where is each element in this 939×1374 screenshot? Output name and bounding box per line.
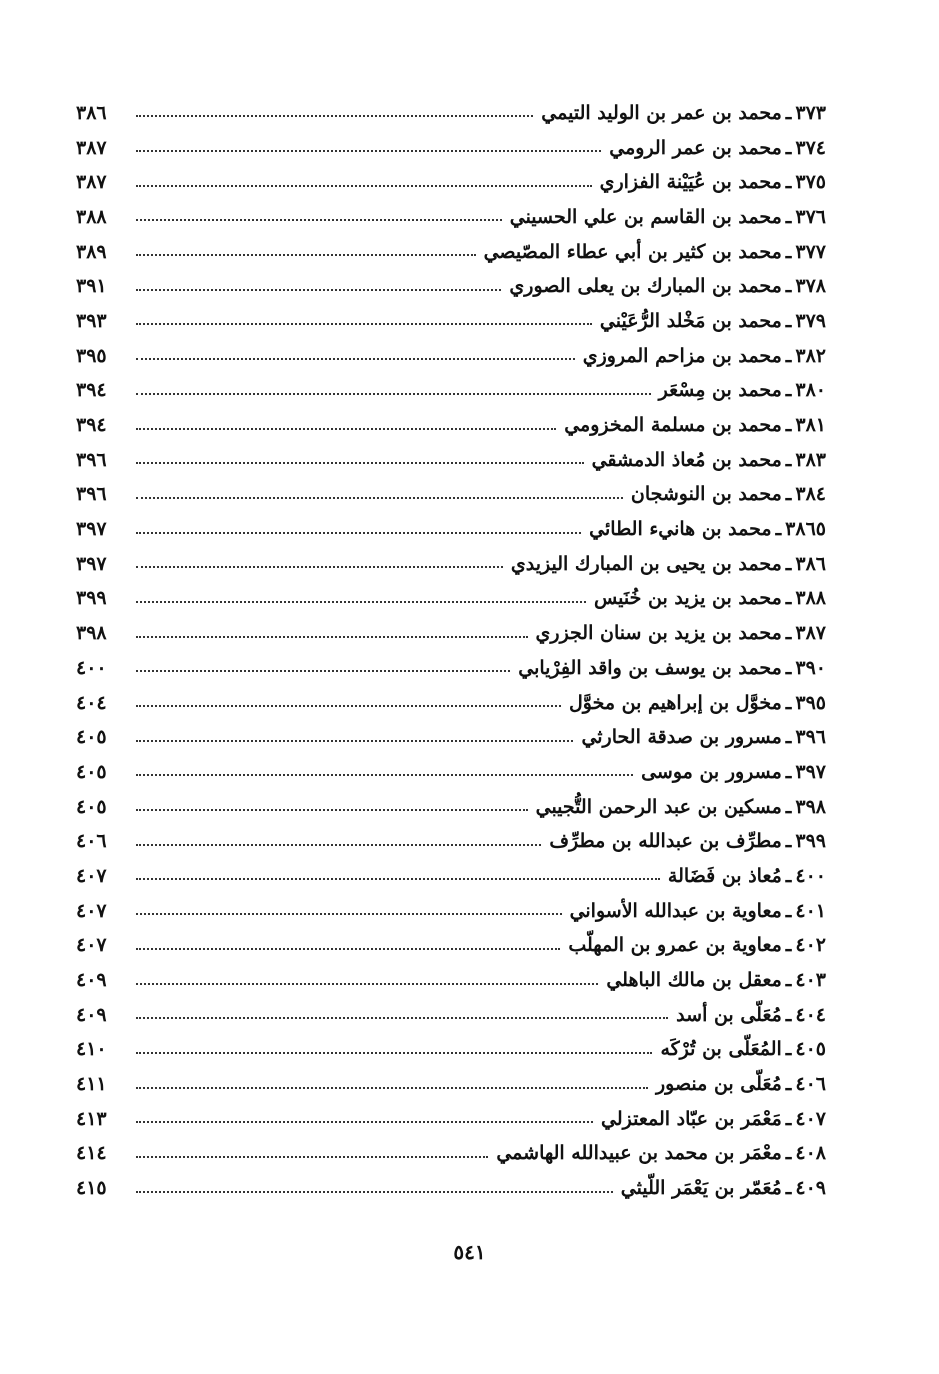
entry-page-number: ٣٩٤ xyxy=(76,414,107,437)
entry-title: معاوية بن عبدالله الأسواني xyxy=(569,899,782,922)
entry-separator: ـ xyxy=(775,518,782,541)
entry-title: محمد بن مسلمة المخزومي xyxy=(564,414,782,437)
entry-title: مُعَلّى بن أسد xyxy=(676,1003,782,1026)
entry-page-number: ٣٩٧ xyxy=(76,518,107,541)
entry-title: مخوَّل بن إبراهيم بن مخوَّل xyxy=(568,691,782,714)
toc-entry xyxy=(76,1067,826,1102)
dot-leader xyxy=(136,670,510,672)
dot-leader xyxy=(136,983,598,985)
entry-page-number: ٤٠٩ xyxy=(76,1003,107,1026)
entry-separator: ـ xyxy=(785,483,792,506)
entry-separator: ـ xyxy=(785,379,792,402)
dot-leader xyxy=(136,393,651,395)
toc-entry-text xyxy=(128,1107,826,1130)
entry-page-number: ٣٩٤ xyxy=(76,379,107,402)
entry-title: محمد بن مزاحم المروزي xyxy=(582,344,782,367)
entry-page-number: ٤٠٥ xyxy=(76,726,107,749)
toc-entry xyxy=(76,408,826,443)
dot-leader xyxy=(136,1191,613,1193)
entry-page-number: ٣٩٩ xyxy=(76,587,107,610)
entry-number: ٣٨٠ xyxy=(795,379,826,402)
toc-entry-text xyxy=(128,136,826,159)
entry-number: ٤٠٩ xyxy=(795,1177,826,1200)
dot-leader xyxy=(136,1017,668,1019)
toc-entry-text xyxy=(128,520,826,539)
entry-title: محمد بن يزيد بن خُنَيس xyxy=(593,587,782,610)
toc-entry xyxy=(76,304,826,339)
toc-entry-text xyxy=(128,656,826,679)
dot-leader xyxy=(136,913,562,915)
dot-leader xyxy=(136,948,560,950)
entry-number: ٣٨٣ xyxy=(795,448,826,471)
entry-separator: ـ xyxy=(785,622,792,645)
dot-leader xyxy=(136,566,503,568)
entry-page-number: ٣٩٦ xyxy=(76,448,107,471)
entry-separator: ـ xyxy=(785,760,792,783)
entry-title: معاوية بن عمرو بن المهلّب xyxy=(568,934,782,957)
toc-entry-text xyxy=(128,416,826,435)
entry-title: محمد بن عُيَيْنة الفزاري xyxy=(599,171,782,194)
dot-leader xyxy=(136,497,623,499)
entry-number: ٣٨١ xyxy=(795,414,826,437)
dot-leader xyxy=(136,705,561,707)
toc-entry-text xyxy=(128,205,826,228)
toc-entry xyxy=(76,1171,826,1206)
toc-entry-text xyxy=(128,448,826,471)
toc-entry-text xyxy=(128,589,826,608)
entry-title: محمد بن النوشجان xyxy=(630,483,782,506)
entry-separator: ـ xyxy=(785,1003,792,1026)
toc-entry-text xyxy=(128,1040,826,1059)
dot-leader xyxy=(136,462,584,464)
entry-page-number: ٣٩٨ xyxy=(76,622,107,645)
entry-separator: ـ xyxy=(785,864,792,887)
dot-leader xyxy=(136,254,476,256)
entry-page-number: ٣٩٧ xyxy=(76,552,107,575)
toc-entry-text xyxy=(128,691,826,714)
entry-title: معقل بن مالك الباهلي xyxy=(606,969,782,992)
toc-entry-text xyxy=(128,760,826,783)
dot-leader xyxy=(136,1121,593,1123)
entry-page-number: ٤١١ xyxy=(76,1073,107,1096)
toc-entry-text xyxy=(128,936,826,955)
entry-page-number: ٤١٤ xyxy=(76,1142,107,1165)
dot-leader xyxy=(136,150,601,152)
entry-title: محمد بن كثير بن أبي عطاء المصّيصي xyxy=(483,240,782,263)
entry-number: ٣٧٦ xyxy=(795,205,826,228)
entry-title: مطرِّف بن عبدالله بن مطرِّف xyxy=(549,830,782,853)
dot-leader xyxy=(136,774,633,776)
entry-separator: ـ xyxy=(785,448,792,471)
entry-page-number: ٣٩٣ xyxy=(76,309,107,332)
entry-page-number: ٣٨٩ xyxy=(76,240,107,263)
entry-separator: ـ xyxy=(785,171,792,194)
entry-separator: ـ xyxy=(785,414,792,437)
entry-separator: ـ xyxy=(785,309,792,332)
entry-number: ٣٩٦ xyxy=(795,726,826,749)
toc-entry-text xyxy=(128,1144,826,1163)
entry-number: ٣٨٨ xyxy=(795,587,826,610)
toc-entry xyxy=(76,998,826,1033)
toc-entry xyxy=(76,339,826,374)
toc-entry xyxy=(76,894,826,929)
entry-title: مُعَلّى بن منصور xyxy=(655,1073,782,1096)
entry-separator: ـ xyxy=(785,587,792,610)
entry-separator: ـ xyxy=(785,691,792,714)
entry-separator: ـ xyxy=(785,275,792,298)
dot-leader xyxy=(136,601,586,603)
entry-number: ٤٠٢ xyxy=(795,934,826,957)
toc-entry xyxy=(76,1137,826,1172)
entry-number: ٣٩٧ xyxy=(795,760,826,783)
entry-title: محمد بن المبارك بن يعلى الصوري xyxy=(509,275,782,298)
entry-title: محمد بن يزيد بن سنان الجزري xyxy=(535,622,782,645)
entry-page-number: ٤٠٠ xyxy=(76,656,107,679)
entry-number: ٣٩٩ xyxy=(795,830,826,853)
toc-entry xyxy=(76,963,826,998)
entry-number: ٣٧٣ xyxy=(795,101,826,124)
entry-number: ٤٠٠ xyxy=(795,864,826,887)
entry-separator: ـ xyxy=(785,795,792,818)
entry-separator: ـ xyxy=(785,552,792,575)
entry-number: ٤٠٧ xyxy=(795,1107,826,1130)
dot-leader xyxy=(136,809,528,811)
toc-entry xyxy=(76,582,826,617)
entry-title: مُعَمّر بن يَعْمَر اللّيثي xyxy=(620,1177,782,1200)
toc-entry xyxy=(76,929,826,964)
table-of-contents xyxy=(76,96,826,1206)
entry-page-number: ٤٠٩ xyxy=(76,969,107,992)
dot-leader xyxy=(136,636,528,638)
toc-entry-text xyxy=(128,381,826,400)
toc-entry xyxy=(76,755,826,790)
entry-number: ٤٠٥ xyxy=(795,1038,826,1061)
entry-separator: ـ xyxy=(785,934,792,957)
entry-page-number: ٣٨٧ xyxy=(76,136,107,159)
entry-title: معْمَر بن محمد بن عبيدالله الهاشمي xyxy=(496,1142,782,1165)
entry-separator: ـ xyxy=(785,726,792,749)
entry-number: ٤٠٤ xyxy=(795,1003,826,1026)
toc-entry xyxy=(76,443,826,478)
entry-number: ٤٠٦ xyxy=(795,1073,826,1096)
entry-page-number: ٤١٥ xyxy=(76,1177,107,1200)
entry-number: ٣٨٦٥ xyxy=(785,518,826,541)
entry-page-number: ٣٨٦ xyxy=(76,101,107,124)
entry-page-number: ٤٠٧ xyxy=(76,934,107,957)
entry-separator: ـ xyxy=(785,1107,792,1130)
toc-entry-text xyxy=(128,832,826,851)
dot-leader xyxy=(136,289,501,291)
toc-entry-text xyxy=(128,485,826,504)
entry-separator: ـ xyxy=(785,1038,792,1061)
toc-entry xyxy=(76,859,826,894)
entry-separator: ـ xyxy=(785,1073,792,1096)
dot-leader xyxy=(136,428,556,430)
entry-number: ٣٩٥ xyxy=(795,691,826,714)
dot-leader xyxy=(136,1052,652,1054)
toc-entry xyxy=(76,616,826,651)
entry-page-number: ٤٠٥ xyxy=(76,795,107,818)
toc-entry xyxy=(76,96,826,131)
entry-page-number: ٤٠٦ xyxy=(76,830,107,853)
entry-number: ٣٩٨ xyxy=(795,795,826,818)
entry-title: محمد بن مُعاذ الدمشقي xyxy=(591,448,782,471)
toc-entry-text xyxy=(128,624,826,643)
toc-entry-text xyxy=(128,277,826,296)
toc-entry xyxy=(76,651,826,686)
toc-entry-text xyxy=(128,173,826,192)
entry-title: محمد بن القاسم بن علي الحسيني xyxy=(509,205,782,228)
entry-number: ٣٨٢ xyxy=(795,344,826,367)
entry-title: مُعاذ بن فَضَالة xyxy=(667,864,782,887)
entry-page-number: ٣٨٧ xyxy=(76,171,107,194)
entry-title: محمد بن يحيى بن المبارك اليزيدي xyxy=(510,552,782,575)
toc-entry-text xyxy=(128,899,826,922)
entry-title: محمد بن يوسف بن واقد الفِرْيابي xyxy=(518,656,782,679)
dot-leader xyxy=(136,185,592,187)
entry-page-number: ٣٩٥ xyxy=(76,344,107,367)
entry-separator: ـ xyxy=(785,830,792,853)
page-number: ٥٤١ xyxy=(453,1240,486,1264)
entry-number: ٣٨٤ xyxy=(795,483,826,506)
entry-title: المُعَلّى بن تُرْكَه xyxy=(660,1038,782,1061)
entry-separator: ـ xyxy=(785,899,792,922)
entry-number: ٤٠٣ xyxy=(795,969,826,992)
toc-entry xyxy=(76,547,826,582)
toc-entry-text xyxy=(128,795,826,818)
dot-leader xyxy=(136,740,573,742)
entry-title: محمد بن مَخْلد الرُّعَيْني xyxy=(599,309,782,332)
toc-entry xyxy=(76,720,826,755)
entry-separator: ـ xyxy=(785,101,792,124)
entry-page-number: ٤٠٧ xyxy=(76,899,107,922)
entry-separator: ـ xyxy=(785,240,792,263)
dot-leader xyxy=(136,1156,488,1158)
entry-title: مسرور بن موسى xyxy=(641,760,782,783)
entry-title: محمد بن عمر بن الوليد التيمي xyxy=(541,101,782,124)
dot-leader xyxy=(136,532,581,534)
toc-entry xyxy=(76,1033,826,1068)
toc-entry xyxy=(76,131,826,166)
dot-leader xyxy=(136,1087,648,1089)
entry-number: ٣٧٥ xyxy=(795,171,826,194)
entry-number: ٣٩٠ xyxy=(795,656,826,679)
entry-number: ٣٨٦ xyxy=(795,552,826,575)
entry-title: مسكين بن عبد الرحمن التُّجيبي xyxy=(535,795,782,818)
entry-title: محمد بن عمر الرومي xyxy=(609,136,782,159)
dot-leader xyxy=(136,323,592,325)
entry-separator: ـ xyxy=(785,136,792,159)
entry-separator: ـ xyxy=(785,1177,792,1200)
toc-entry-text xyxy=(128,1179,826,1198)
toc-entry-text xyxy=(128,1003,826,1026)
toc-entry-text xyxy=(128,101,826,124)
dot-leader xyxy=(136,844,541,846)
entry-separator: ـ xyxy=(785,1142,792,1165)
entry-separator: ـ xyxy=(785,969,792,992)
toc-entry-text xyxy=(128,971,826,990)
toc-entry xyxy=(76,478,826,513)
entry-title: محمد بن مِسْعَر xyxy=(658,379,782,402)
entry-page-number: ٤١٠ xyxy=(76,1038,107,1061)
toc-entry xyxy=(76,686,826,721)
toc-entry-text xyxy=(128,864,826,887)
toc-entry-text xyxy=(128,552,826,575)
toc-entry-text xyxy=(128,309,826,332)
toc-entry-text xyxy=(128,240,826,263)
entry-page-number: ٤٠٥ xyxy=(76,760,107,783)
dot-leader xyxy=(136,115,533,117)
entry-number: ٤٠٨ xyxy=(795,1142,826,1165)
entry-title: مَعْمَر بن عبّاد المعتزلي xyxy=(601,1107,782,1130)
entry-number: ٣٧٤ xyxy=(795,136,826,159)
entry-page-number: ٤٠٧ xyxy=(76,864,107,887)
entry-page-number: ٣٩١ xyxy=(76,275,107,298)
entry-separator: ـ xyxy=(785,344,792,367)
entry-number: ٣٧٨ xyxy=(795,275,826,298)
toc-entry xyxy=(76,1102,826,1137)
toc-entry xyxy=(76,790,826,825)
entry-page-number: ٤٠٤ xyxy=(76,691,107,714)
entry-separator: ـ xyxy=(785,205,792,228)
entry-separator: ـ xyxy=(785,656,792,679)
entry-page-number: ٤١٣ xyxy=(76,1107,107,1130)
toc-entry xyxy=(76,165,826,200)
toc-entry xyxy=(76,512,826,547)
entry-page-number: ٣٩٦ xyxy=(76,483,107,506)
dot-leader xyxy=(136,219,502,221)
toc-entry-text xyxy=(128,344,826,367)
toc-entry xyxy=(76,374,826,409)
toc-entry xyxy=(76,269,826,304)
toc-entry-text xyxy=(128,1075,826,1094)
entry-number: ٤٠١ xyxy=(795,899,826,922)
dot-leader xyxy=(136,358,575,360)
entry-number: ٣٧٧ xyxy=(795,240,826,263)
dot-leader xyxy=(136,878,660,880)
entry-page-number: ٣٨٨ xyxy=(76,205,107,228)
entry-number: ٣٧٩ xyxy=(795,309,826,332)
toc-entry xyxy=(76,824,826,859)
toc-entry-text xyxy=(128,728,826,747)
toc-entry xyxy=(76,200,826,235)
toc-entry xyxy=(76,235,826,270)
entry-title: محمد بن هانيء الطائي xyxy=(589,518,772,541)
entry-title: مسرور بن صدقة الحارثي xyxy=(581,726,782,749)
entry-number: ٣٨٧ xyxy=(795,622,826,645)
